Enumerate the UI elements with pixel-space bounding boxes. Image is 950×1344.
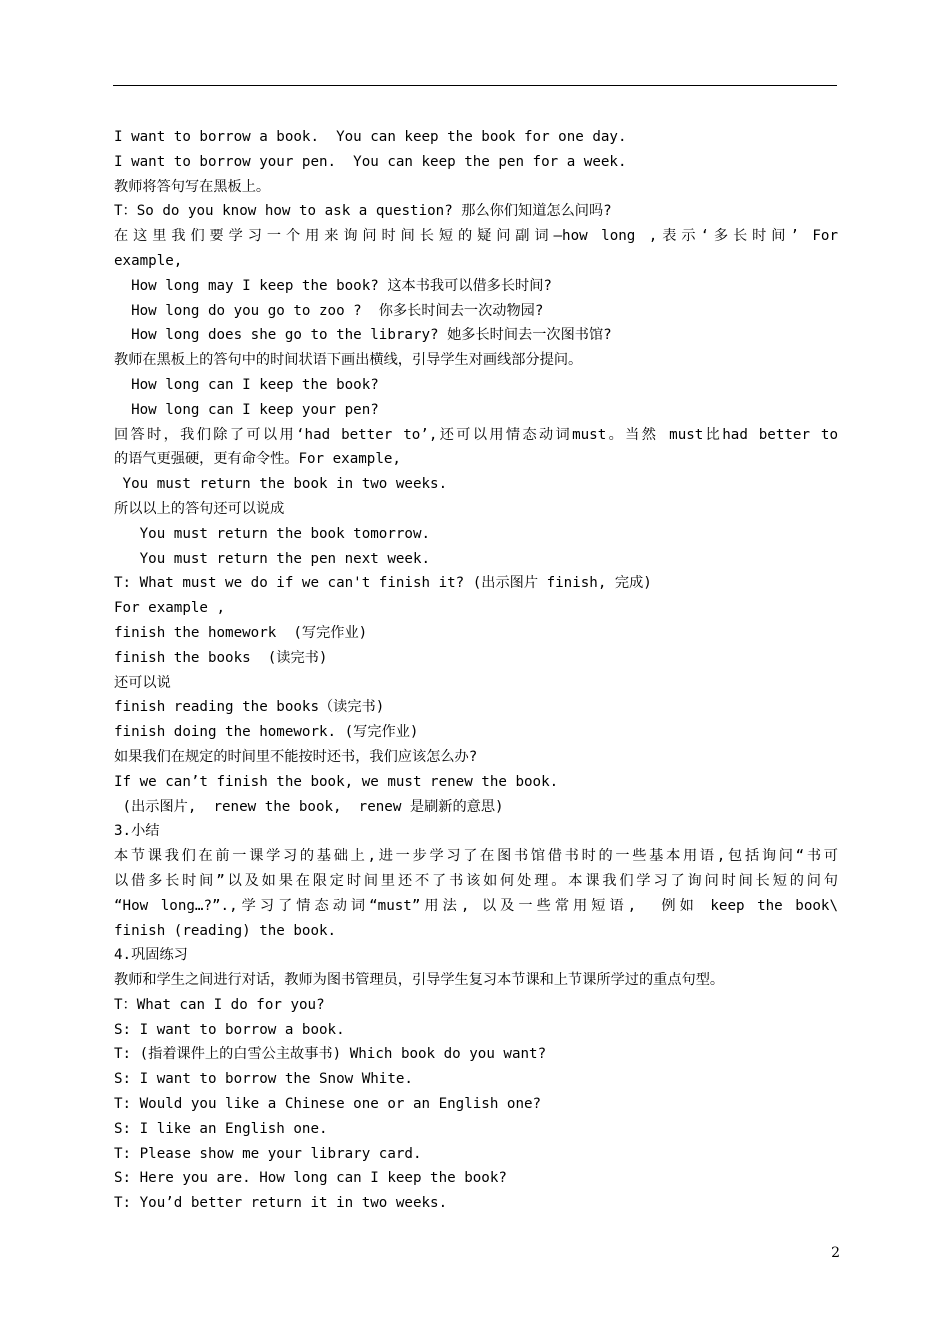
- text-line: For example ,: [114, 600, 226, 617]
- text-line: finish (reading) the book.: [114, 922, 337, 939]
- text-line: 本节课我们在前一课学习的基础上,进一步学习了在图书馆借书时的一些基本用语,包括询问“书可: [114, 848, 838, 865]
- text-line: 教师在黑板上的答句中的时间状语下画出横线，引导学生对画线部分提问。: [114, 352, 583, 369]
- text-line: If we can’t finish the book, we must renew the book.: [114, 773, 559, 790]
- text-line: 在这里我们要学习一个用来询问时间长短的疑问副词—how long ,表示‘多长时间’ For: [114, 228, 838, 245]
- text-line: 教师和学生之间进行对话，教师为图书管理员，引导学生复习本节课和上节课所学过的重点句型。: [114, 972, 725, 989]
- text-line: How long does she go to the library? 她多长时间去一次图书馆?: [114, 327, 612, 344]
- text-line: “How long…?”.,学习了情态动词“must”用法, 以及一些常用短语, 例如 keep the book\: [114, 897, 838, 914]
- section-heading: 4.巩固练习: [114, 947, 188, 964]
- dialogue-line: S: I want to borrow a book.: [114, 1021, 345, 1038]
- text-line: I want to borrow your pen. You can keep the pen for a week.: [114, 153, 627, 170]
- dialogue-line: T: Would you like a Chinese one or an English one?: [114, 1096, 542, 1113]
- text-line: 如果我们在规定的时间里不能按时还书，我们应该怎么办?: [114, 748, 478, 765]
- text-line: example,: [114, 252, 183, 269]
- text-line: How long may I keep the book? 这本书我可以借多长时间?: [114, 277, 552, 294]
- dialogue-line: S: I want to borrow the Snow White.: [114, 1071, 413, 1088]
- text-line: 还可以说: [114, 674, 171, 691]
- body-text: [114, 125, 838, 1216]
- text-line: finish the books (读完书): [114, 649, 328, 666]
- text-line: 的语气更强硬，更有命令性。For example,: [114, 451, 401, 468]
- text-line: 以借多长时间”以及如果在限定时间里还不了书该如何处理。本课我们学习了询问时间长短的问句: [114, 872, 838, 889]
- text-line: You must return the book in two weeks.: [114, 476, 448, 493]
- dialogue-line: T: You’d better return it in two weeks.: [114, 1195, 448, 1212]
- text-line: (出示图片, renew the book, renew 是刷新的意思): [114, 798, 504, 815]
- text-line: T: What must we do if we can't finish it? (出示图片 finish, 完成): [114, 575, 652, 592]
- text-line: I want to borrow a book. You can keep the book for one day.: [114, 129, 627, 145]
- dialogue-line: T：What can I do for you?: [114, 996, 325, 1013]
- text-line: You must return the book tomorrow.: [114, 525, 431, 542]
- page-number: 2: [831, 1245, 840, 1261]
- text-line: 所以以上的答句还可以说成: [114, 500, 285, 517]
- section-heading: 3.小结: [114, 823, 160, 840]
- text-line: finish doing the homework. (写完作业): [114, 724, 419, 741]
- text-line: 教师将答句写在黑板上。: [114, 178, 271, 195]
- dialogue-line: S: Here you are. How long can I keep the book?: [114, 1170, 507, 1187]
- text-line: You must return the pen next week.: [114, 550, 431, 567]
- text-line: How long can I keep the book?: [114, 376, 379, 393]
- text-line: finish the homework (写完作业): [114, 624, 368, 641]
- header-rule: [113, 85, 837, 86]
- dialogue-line: T: Please show me your library card.: [114, 1145, 422, 1162]
- text-line: T：So do you know how to ask a question? 那么你们知道怎么问吗?: [114, 203, 612, 220]
- text-line: How long can I keep your pen?: [114, 401, 379, 418]
- text-line: finish reading the books（读完书): [114, 699, 385, 716]
- text-line: How long do you go to zoo ? 你多长时间去一次动物园?: [114, 302, 544, 319]
- dialogue-line: T: (指着课件上的白雪公主故事书) Which book do you want?: [114, 1046, 547, 1063]
- dialogue-line: S: I like an English one.: [114, 1120, 328, 1137]
- text-line: 回答时，我们除了可以用‘had better to’,还可以用情态动词must。当然 must比had better to: [114, 426, 838, 443]
